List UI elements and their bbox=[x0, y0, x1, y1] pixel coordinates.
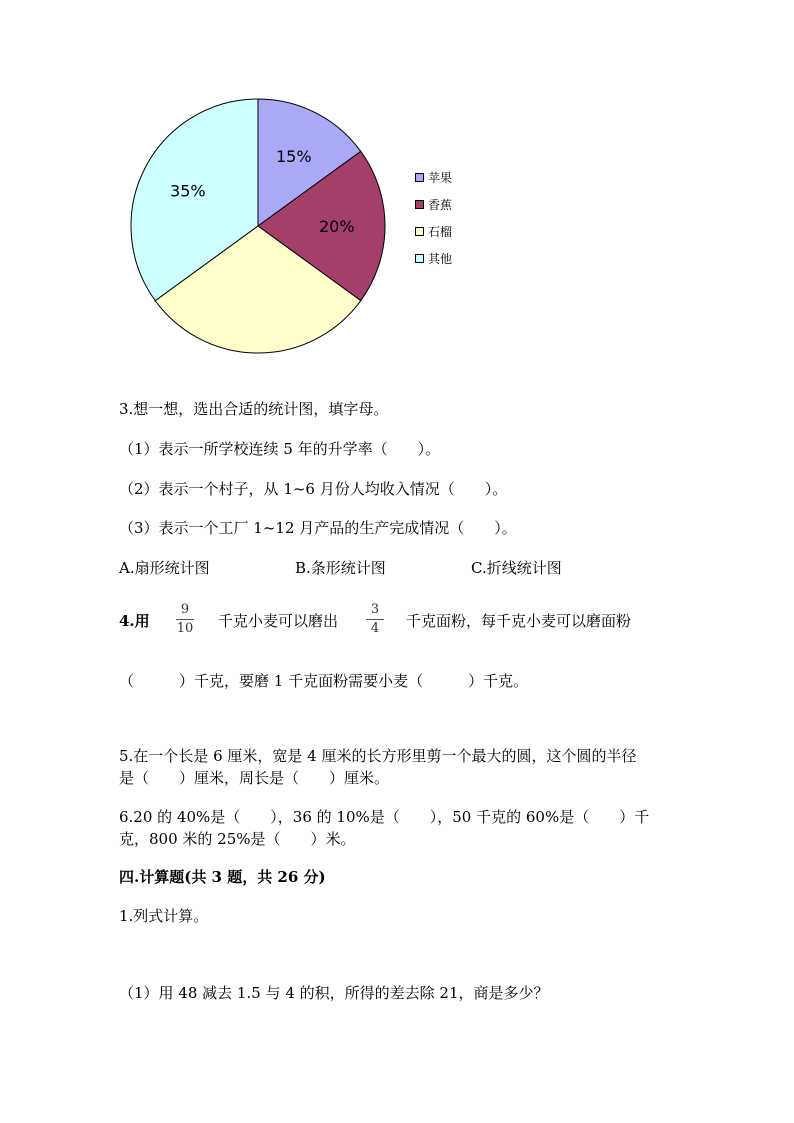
legend-label: 其他 bbox=[428, 252, 453, 266]
q4-suffix: 千克面粉，每千克小麦可以磨面粉 bbox=[406, 612, 632, 630]
legend-swatch bbox=[415, 254, 424, 263]
fraction-bar bbox=[366, 619, 384, 620]
fraction-bar bbox=[176, 619, 194, 620]
legend-label: 石榴 bbox=[428, 225, 453, 239]
fraction-denominator: 4 bbox=[370, 621, 380, 636]
fraction-denominator: 10 bbox=[176, 621, 194, 636]
q3-option-c: C.折线统计图 bbox=[471, 559, 562, 577]
q3-option-a: A.扇形统计图 bbox=[119, 559, 210, 577]
q3-item1: （1）表示一所学校连续 5 年的升学率（ ）。 bbox=[119, 440, 441, 458]
q3-title: 3.想一想，选出合适的统计图，填字母。 bbox=[119, 400, 389, 418]
q3-item3: （3）表示一个工厂 1~12 月产品的生产完成情况（ ）。 bbox=[119, 519, 517, 537]
pie-label-other: 35% bbox=[170, 181, 206, 201]
legend-swatch bbox=[415, 173, 424, 182]
legend-swatch bbox=[415, 200, 424, 209]
fraction-3-4 bbox=[364, 602, 386, 637]
legend-label: 苹果 bbox=[428, 171, 453, 185]
q5-line1: 5.在一个长是 6 厘米，宽是 4 厘米的长方形里剪一个最大的圆，这个圆的半径 bbox=[119, 747, 637, 765]
q6-line2: 克，800 米的 25%是（ ）米。 bbox=[119, 830, 356, 848]
q4-mid: 千克小麦可以磨出 bbox=[218, 612, 339, 630]
calc-q1-title: 1.列式计算。 bbox=[119, 907, 209, 925]
calc-q1-item1: （1）用 48 减去 1.5 与 4 的积，所得的差去除 21，商是多少？ bbox=[119, 984, 549, 1002]
q4-prefix: 4.用 bbox=[119, 612, 150, 630]
fraction-9-10 bbox=[174, 602, 196, 637]
q6-line1: 6.20 的 40%是（ ），36 的 10%是（ ），50 千克的 60%是（ ）千 bbox=[119, 808, 650, 826]
legend-swatch bbox=[415, 227, 424, 236]
fraction-numerator: 3 bbox=[370, 602, 380, 617]
pie-label-apple: 15% bbox=[275, 146, 312, 166]
section-4-title: 四.计算题(共 3 题，共 26 分) bbox=[119, 868, 326, 886]
pie-chart bbox=[0, 0, 794, 380]
q3-item2: （2）表示一个村子，从 1~6 月份人均收入情况（ ）。 bbox=[119, 480, 508, 498]
pie-label-banana: 20% bbox=[318, 217, 355, 236]
q4-line2: （ ）千克，要磨 1 千克面粉需要小麦（ ）千克。 bbox=[119, 672, 529, 690]
q3-option-b: B.条形统计图 bbox=[295, 559, 386, 577]
fraction-numerator: 9 bbox=[180, 602, 190, 617]
legend-label: 香蕉 bbox=[428, 198, 453, 212]
q5-line2: 是（ ）厘米，周长是（ ）厘米。 bbox=[119, 769, 390, 787]
